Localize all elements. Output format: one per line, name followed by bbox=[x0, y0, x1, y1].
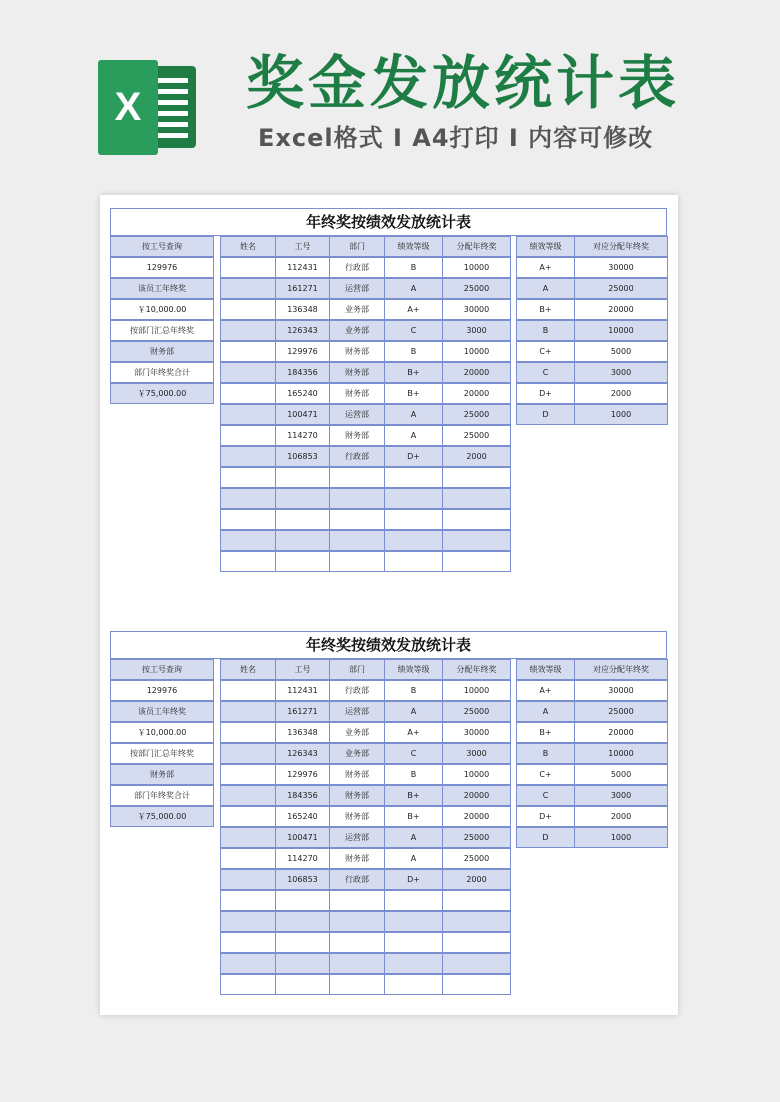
lookup-bonus-value: ￥10,000.00 bbox=[110, 722, 214, 743]
main-table-cell[interactable]: 行政部 bbox=[329, 257, 385, 278]
sheet-title: 年终奖按绩效发放统计表 bbox=[110, 208, 667, 236]
bonus-sheet bbox=[110, 631, 668, 1003]
grade-table-cell[interactable]: 3000 bbox=[574, 785, 668, 806]
main-table-cell[interactable]: B+ bbox=[384, 785, 443, 806]
grade-table-cell[interactable]: A bbox=[516, 278, 575, 299]
main-table-header-cell: 工号 bbox=[275, 236, 330, 257]
main-table-cell[interactable]: B+ bbox=[384, 362, 443, 383]
main-table-header-cell: 姓名 bbox=[220, 659, 276, 680]
main-table-cell[interactable] bbox=[220, 827, 276, 848]
main-table-cell[interactable] bbox=[329, 890, 385, 911]
main-table-header-cell: 部门 bbox=[329, 659, 385, 680]
main-table-cell[interactable]: B bbox=[384, 341, 443, 362]
page-header bbox=[0, 0, 780, 185]
grade-table-header-cell: 对应分配年终奖 bbox=[574, 659, 668, 680]
main-table-cell[interactable]: D+ bbox=[384, 446, 443, 467]
grade-table-cell[interactable]: 25000 bbox=[574, 701, 668, 722]
grade-table-cell[interactable]: 30000 bbox=[574, 257, 668, 278]
main-table-cell[interactable] bbox=[329, 551, 385, 572]
main-table-cell[interactable]: 165240 bbox=[275, 806, 330, 827]
main-table-cell[interactable]: 114270 bbox=[275, 425, 330, 446]
main-table-cell[interactable]: A bbox=[384, 701, 443, 722]
main-table-cell[interactable]: B bbox=[384, 764, 443, 785]
main-table-cell[interactable] bbox=[220, 848, 276, 869]
main-table-header-cell: 绩效等级 bbox=[384, 659, 443, 680]
main-table-header-cell: 姓名 bbox=[220, 236, 276, 257]
main-table-cell[interactable] bbox=[329, 911, 385, 932]
main-table-cell[interactable]: 161271 bbox=[275, 701, 330, 722]
main-table-cell[interactable] bbox=[384, 932, 443, 953]
grade-table-cell[interactable]: 2000 bbox=[574, 806, 668, 827]
main-table-cell[interactable] bbox=[275, 890, 330, 911]
main-table-cell[interactable] bbox=[442, 530, 511, 551]
main-table-cell[interactable]: 20000 bbox=[442, 806, 511, 827]
main-table-cell[interactable] bbox=[384, 530, 443, 551]
main-table-cell[interactable] bbox=[442, 488, 511, 509]
grade-table-cell[interactable]: D+ bbox=[516, 806, 575, 827]
main-table-cell[interactable] bbox=[275, 953, 330, 974]
main-table-cell[interactable]: 财务部 bbox=[329, 764, 385, 785]
main-table-cell[interactable]: D+ bbox=[384, 869, 443, 890]
main-table-cell[interactable] bbox=[220, 404, 276, 425]
main-table-cell[interactable]: 10000 bbox=[442, 764, 511, 785]
main-table-cell[interactable]: C bbox=[384, 320, 443, 341]
excel-logo-icon bbox=[98, 60, 198, 155]
dept-total-label: 部门年终奖合计 bbox=[110, 785, 214, 806]
main-table-cell[interactable] bbox=[220, 701, 276, 722]
main-table-cell[interactable] bbox=[329, 974, 385, 995]
main-table-cell[interactable]: 2000 bbox=[442, 869, 511, 890]
grade-table-cell[interactable]: 1000 bbox=[574, 404, 668, 425]
grade-table-cell[interactable]: D+ bbox=[516, 383, 575, 404]
main-table-cell[interactable]: 2000 bbox=[442, 446, 511, 467]
main-table-cell[interactable]: 财务部 bbox=[329, 785, 385, 806]
main-table-cell[interactable] bbox=[275, 467, 330, 488]
main-table-cell[interactable]: 100471 bbox=[275, 404, 330, 425]
main-table-cell[interactable]: B+ bbox=[384, 383, 443, 404]
main-table-cell[interactable]: 10000 bbox=[442, 257, 511, 278]
main-table-cell[interactable]: 20000 bbox=[442, 785, 511, 806]
main-table-cell[interactable]: 30000 bbox=[442, 722, 511, 743]
main-table-cell[interactable]: C bbox=[384, 743, 443, 764]
main-table-cell[interactable] bbox=[329, 932, 385, 953]
main-table-cell[interactable]: 106853 bbox=[275, 446, 330, 467]
main-table-cell[interactable] bbox=[220, 257, 276, 278]
main-table-cell[interactable]: 136348 bbox=[275, 299, 330, 320]
grade-table-cell[interactable]: B+ bbox=[516, 299, 575, 320]
main-table-cell[interactable] bbox=[220, 743, 276, 764]
grade-table-header-cell: 绩效等级 bbox=[516, 659, 575, 680]
main-table-cell[interactable]: A+ bbox=[384, 722, 443, 743]
main-table-cell[interactable]: 20000 bbox=[442, 362, 511, 383]
main-table-cell[interactable]: 财务部 bbox=[329, 362, 385, 383]
grade-table-cell[interactable]: A+ bbox=[516, 257, 575, 278]
main-table-cell[interactable] bbox=[329, 530, 385, 551]
main-table-cell[interactable]: 112431 bbox=[275, 257, 330, 278]
main-table-cell[interactable] bbox=[384, 953, 443, 974]
main-table-cell[interactable] bbox=[329, 509, 385, 530]
main-table-cell[interactable]: B+ bbox=[384, 806, 443, 827]
main-table-cell[interactable]: 184356 bbox=[275, 362, 330, 383]
main-table-cell[interactable]: 财务部 bbox=[329, 806, 385, 827]
main-table-cell[interactable] bbox=[220, 785, 276, 806]
main-table-cell[interactable] bbox=[384, 488, 443, 509]
main-table-cell[interactable] bbox=[220, 764, 276, 785]
lookup-id-cell[interactable]: 129976 bbox=[110, 257, 214, 278]
main-table-cell[interactable] bbox=[384, 890, 443, 911]
dept-select-cell[interactable]: 财务部 bbox=[110, 341, 214, 362]
main-table-cell[interactable] bbox=[329, 488, 385, 509]
main-table-cell[interactable]: 财务部 bbox=[329, 425, 385, 446]
main-table-cell[interactable]: 25000 bbox=[442, 827, 511, 848]
main-table-header-cell: 工号 bbox=[275, 659, 330, 680]
main-table-cell[interactable] bbox=[384, 467, 443, 488]
grade-table-cell[interactable]: B+ bbox=[516, 722, 575, 743]
main-table-cell[interactable]: 106853 bbox=[275, 869, 330, 890]
grade-table-cell[interactable]: C+ bbox=[516, 764, 575, 785]
main-table-cell[interactable]: A bbox=[384, 278, 443, 299]
grade-table-cell[interactable]: C bbox=[516, 785, 575, 806]
main-table-cell[interactable]: 3000 bbox=[442, 743, 511, 764]
main-table-cell[interactable]: 10000 bbox=[442, 680, 511, 701]
bonus-sheet bbox=[110, 208, 668, 580]
main-table-cell[interactable] bbox=[220, 680, 276, 701]
grade-table-header-cell: 绩效等级 bbox=[516, 236, 575, 257]
lookup-bonus-label: 该员工年终奖 bbox=[110, 278, 214, 299]
main-table-cell[interactable] bbox=[442, 974, 511, 995]
main-table-cell[interactable] bbox=[220, 488, 276, 509]
main-table-cell[interactable] bbox=[275, 932, 330, 953]
main-table-cell[interactable]: 112431 bbox=[275, 680, 330, 701]
main-table-cell[interactable]: 136348 bbox=[275, 722, 330, 743]
main-table-cell[interactable]: 3000 bbox=[442, 320, 511, 341]
main-table-cell[interactable]: 运营部 bbox=[329, 278, 385, 299]
main-table-cell[interactable] bbox=[220, 467, 276, 488]
grade-table-cell[interactable]: D bbox=[516, 827, 575, 848]
page-subtitle: Excel格式 I A4打印 I 内容可修改 bbox=[258, 124, 654, 152]
main-table-cell[interactable]: 业务部 bbox=[329, 299, 385, 320]
main-table-cell[interactable]: 165240 bbox=[275, 383, 330, 404]
grade-table-cell[interactable]: 1000 bbox=[574, 827, 668, 848]
main-table-cell[interactable] bbox=[329, 953, 385, 974]
main-table-cell[interactable] bbox=[220, 362, 276, 383]
main-table-cell[interactable] bbox=[442, 509, 511, 530]
main-table-cell[interactable]: A bbox=[384, 827, 443, 848]
main-table-cell[interactable] bbox=[275, 911, 330, 932]
main-table-cell[interactable] bbox=[220, 551, 276, 572]
main-table-cell[interactable] bbox=[220, 974, 276, 995]
main-table-cell[interactable] bbox=[220, 869, 276, 890]
main-table-cell[interactable]: A bbox=[384, 848, 443, 869]
main-table-cell[interactable] bbox=[275, 974, 330, 995]
main-table-cell[interactable]: 129976 bbox=[275, 764, 330, 785]
main-table-cell[interactable] bbox=[220, 320, 276, 341]
grade-table-cell[interactable]: A bbox=[516, 701, 575, 722]
main-table-cell[interactable] bbox=[220, 509, 276, 530]
dept-total-label: 部门年终奖合计 bbox=[110, 362, 214, 383]
main-table-cell[interactable] bbox=[275, 551, 330, 572]
main-table-cell[interactable]: B bbox=[384, 680, 443, 701]
grade-table-cell[interactable]: 2000 bbox=[574, 383, 668, 404]
dept-total-value: ￥75,000.00 bbox=[110, 806, 214, 827]
main-table-cell[interactable] bbox=[220, 299, 276, 320]
main-table-cell[interactable]: 25000 bbox=[442, 848, 511, 869]
dept-summary-header: 按部门汇总年终奖 bbox=[110, 743, 214, 764]
grade-table-cell[interactable]: D bbox=[516, 404, 575, 425]
main-table-cell[interactable]: 业务部 bbox=[329, 320, 385, 341]
main-table-cell[interactable]: 25000 bbox=[442, 278, 511, 299]
main-table-cell[interactable] bbox=[220, 383, 276, 404]
main-table-cell[interactable]: 25000 bbox=[442, 404, 511, 425]
grade-table-cell[interactable]: 10000 bbox=[574, 743, 668, 764]
main-table-cell[interactable] bbox=[220, 722, 276, 743]
lookup-bonus-label: 该员工年终奖 bbox=[110, 701, 214, 722]
grade-table-cell[interactable]: 25000 bbox=[574, 278, 668, 299]
grade-table-cell[interactable]: 20000 bbox=[574, 299, 668, 320]
main-table-cell[interactable]: 10000 bbox=[442, 341, 511, 362]
lookup-bonus-value: ￥10,000.00 bbox=[110, 299, 214, 320]
main-table-cell[interactable]: 100471 bbox=[275, 827, 330, 848]
lookup-id-cell[interactable]: 129976 bbox=[110, 680, 214, 701]
logo-letter: X bbox=[98, 60, 158, 155]
grade-table-cell[interactable]: C+ bbox=[516, 341, 575, 362]
grade-table-cell[interactable]: B bbox=[516, 320, 575, 341]
main-table-cell[interactable]: 129976 bbox=[275, 341, 330, 362]
main-table-cell[interactable] bbox=[275, 530, 330, 551]
main-table-cell[interactable] bbox=[220, 911, 276, 932]
main-table-cell[interactable] bbox=[220, 953, 276, 974]
main-table-cell[interactable]: 25000 bbox=[442, 701, 511, 722]
main-table-cell[interactable]: 184356 bbox=[275, 785, 330, 806]
sheet-title: 年终奖按绩效发放统计表 bbox=[110, 631, 667, 659]
main-table-cell[interactable] bbox=[442, 467, 511, 488]
main-table-cell[interactable] bbox=[220, 530, 276, 551]
grade-table-cell[interactable]: 10000 bbox=[574, 320, 668, 341]
main-table-cell[interactable] bbox=[275, 509, 330, 530]
dept-total-value: ￥75,000.00 bbox=[110, 383, 214, 404]
grade-table-cell[interactable]: 20000 bbox=[574, 722, 668, 743]
dept-select-cell[interactable]: 财务部 bbox=[110, 764, 214, 785]
page-title: 奖金发放统计表 bbox=[246, 49, 681, 117]
main-table-cell[interactable]: 30000 bbox=[442, 299, 511, 320]
main-table-header-cell: 分配年终奖 bbox=[442, 236, 511, 257]
main-table-cell[interactable] bbox=[329, 467, 385, 488]
main-table-cell[interactable]: 财务部 bbox=[329, 383, 385, 404]
main-table-cell[interactable] bbox=[384, 911, 443, 932]
grade-table-cell[interactable]: B bbox=[516, 743, 575, 764]
main-table-cell[interactable] bbox=[384, 551, 443, 572]
main-table-cell[interactable] bbox=[384, 509, 443, 530]
main-table-cell[interactable] bbox=[220, 425, 276, 446]
main-table-cell[interactable]: 25000 bbox=[442, 425, 511, 446]
grade-table-cell[interactable]: 3000 bbox=[574, 362, 668, 383]
main-table-cell[interactable]: 114270 bbox=[275, 848, 330, 869]
grade-table-cell[interactable]: 30000 bbox=[574, 680, 668, 701]
main-table-cell[interactable]: 126343 bbox=[275, 743, 330, 764]
grade-table-cell[interactable]: A+ bbox=[516, 680, 575, 701]
main-table-cell[interactable]: 业务部 bbox=[329, 722, 385, 743]
dept-summary-header: 按部门汇总年终奖 bbox=[110, 320, 214, 341]
main-table-cell[interactable]: 财务部 bbox=[329, 848, 385, 869]
main-table-cell[interactable]: 运营部 bbox=[329, 827, 385, 848]
main-table-cell[interactable]: 运营部 bbox=[329, 701, 385, 722]
lookup-header: 按工号查询 bbox=[110, 659, 214, 680]
main-table-cell[interactable] bbox=[220, 341, 276, 362]
main-table-cell[interactable]: B bbox=[384, 257, 443, 278]
main-table-cell[interactable] bbox=[442, 890, 511, 911]
main-table-cell[interactable]: 业务部 bbox=[329, 743, 385, 764]
main-table-cell[interactable]: 行政部 bbox=[329, 446, 385, 467]
main-table-cell[interactable]: 161271 bbox=[275, 278, 330, 299]
main-table-cell[interactable] bbox=[220, 446, 276, 467]
main-table-header-cell: 部门 bbox=[329, 236, 385, 257]
main-table-cell[interactable] bbox=[442, 953, 511, 974]
main-table-header-cell: 分配年终奖 bbox=[442, 659, 511, 680]
main-table-header-cell: 绩效等级 bbox=[384, 236, 443, 257]
grade-table-header-cell: 对应分配年终奖 bbox=[574, 236, 668, 257]
lookup-header: 按工号查询 bbox=[110, 236, 214, 257]
main-table-cell[interactable] bbox=[442, 551, 511, 572]
main-table-cell[interactable]: 行政部 bbox=[329, 869, 385, 890]
grade-table-cell[interactable]: 5000 bbox=[574, 341, 668, 362]
grade-table-cell[interactable]: 5000 bbox=[574, 764, 668, 785]
main-table-cell[interactable] bbox=[275, 488, 330, 509]
main-table-cell[interactable]: 运营部 bbox=[329, 404, 385, 425]
main-table-cell[interactable] bbox=[384, 974, 443, 995]
main-table-cell[interactable] bbox=[220, 890, 276, 911]
main-table-cell[interactable] bbox=[442, 911, 511, 932]
main-table-cell[interactable] bbox=[220, 806, 276, 827]
main-table-cell[interactable]: 行政部 bbox=[329, 680, 385, 701]
main-table-cell[interactable]: 126343 bbox=[275, 320, 330, 341]
main-table-cell[interactable] bbox=[220, 278, 276, 299]
main-table-cell[interactable] bbox=[220, 932, 276, 953]
main-table-cell[interactable] bbox=[442, 932, 511, 953]
main-table-cell[interactable]: A bbox=[384, 404, 443, 425]
main-table-cell[interactable]: 财务部 bbox=[329, 341, 385, 362]
main-table-cell[interactable]: A bbox=[384, 425, 443, 446]
main-table-cell[interactable]: 20000 bbox=[442, 383, 511, 404]
main-table-cell[interactable]: A+ bbox=[384, 299, 443, 320]
grade-table-cell[interactable]: C bbox=[516, 362, 575, 383]
